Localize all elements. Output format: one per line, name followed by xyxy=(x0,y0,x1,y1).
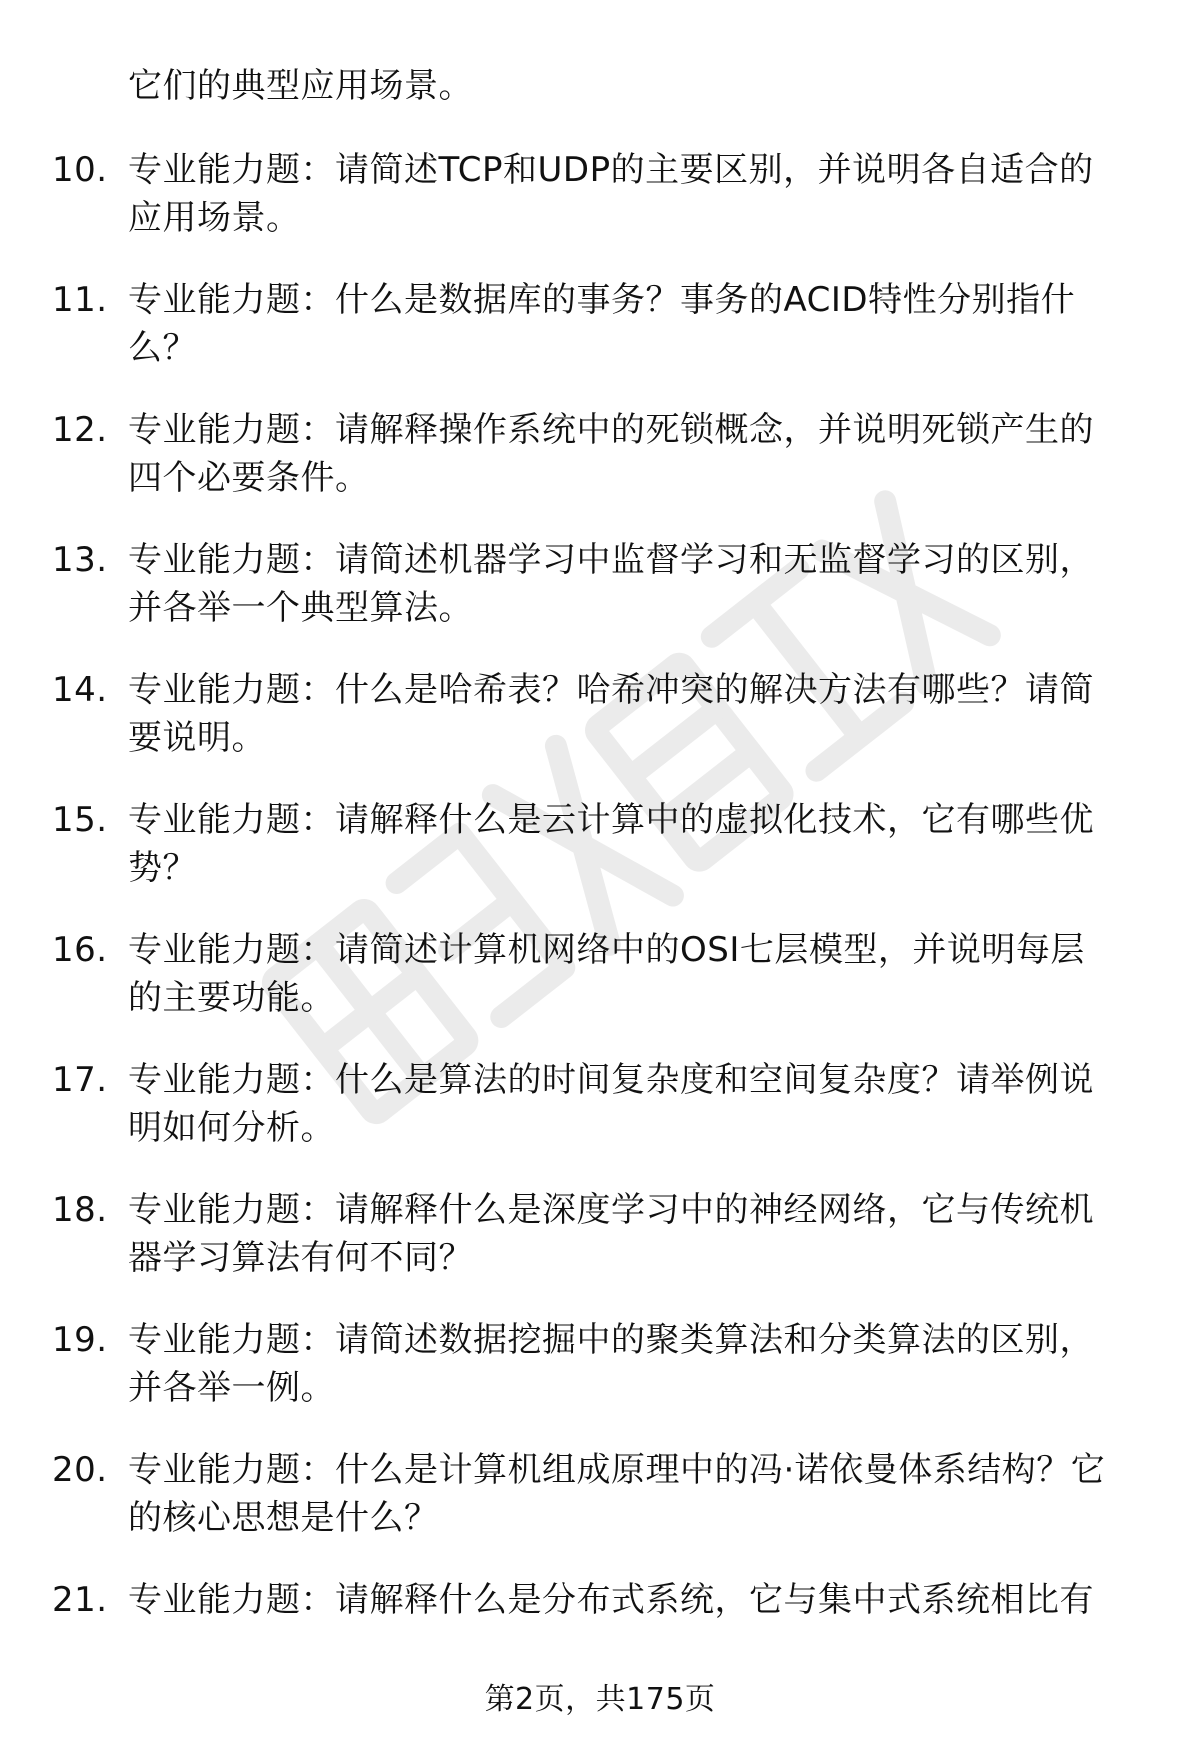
question-text-line: 专业能力题：请简述机器学习中监督学习和无监督学习的区别， xyxy=(128,540,1094,580)
question-number: 13. xyxy=(52,540,108,580)
question-text-line: 并各举一例。 xyxy=(128,1368,335,1408)
question-number: 21. xyxy=(52,1580,108,1620)
question-text-line: 专业能力题：什么是哈希表？哈希冲突的解决方法有哪些？请简 xyxy=(128,670,1094,710)
question-text-line: 四个必要条件。 xyxy=(128,458,370,498)
question-number: 12. xyxy=(52,410,108,450)
question-item xyxy=(0,666,1200,796)
question-text-line: 专业能力题：请解释操作系统中的死锁概念，并说明死锁产生的 xyxy=(128,410,1094,450)
question-item xyxy=(0,276,1200,406)
question-item xyxy=(0,536,1200,666)
question-text xyxy=(128,1316,1148,1412)
question-item xyxy=(0,926,1200,1056)
question-text xyxy=(128,406,1148,502)
question-text xyxy=(128,926,1148,1022)
question-number: 17. xyxy=(52,1060,108,1100)
question-number: 18. xyxy=(52,1190,108,1230)
question-text-line: 的主要功能。 xyxy=(128,978,335,1018)
question-text-line: 并各举一个典型算法。 xyxy=(128,588,473,628)
question-text-line: 明如何分析。 xyxy=(128,1108,335,1148)
question-text xyxy=(128,1186,1148,1282)
question-text xyxy=(128,1056,1148,1152)
question-text-line: 专业能力题：什么是算法的时间复杂度和空间复杂度？请举例说 xyxy=(128,1060,1094,1100)
question-text xyxy=(128,796,1148,892)
question-text-line: 专业能力题：请解释什么是深度学习中的神经网络，它与传统机 xyxy=(128,1190,1094,1230)
question-text xyxy=(128,1446,1148,1542)
question-text-line: 要说明。 xyxy=(128,718,266,758)
question-number: 10. xyxy=(52,150,108,190)
question-item xyxy=(0,1446,1200,1576)
page-footer: 第2页，共175页 xyxy=(484,1682,716,1717)
question-text xyxy=(128,276,1148,372)
question-text-line: 势？ xyxy=(128,848,197,888)
question-number: 15. xyxy=(52,800,108,840)
question-number: 19. xyxy=(52,1320,108,1360)
question-text xyxy=(128,666,1148,762)
question-text-line: 专业能力题：什么是数据库的事务？事务的ACID特性分别指什 xyxy=(128,280,1076,320)
question-text xyxy=(128,146,1148,242)
continuation-line: 它们的典型应用场景。 xyxy=(128,66,473,106)
question-text-line: 器学习算法有何不同？ xyxy=(128,1238,473,1278)
question-text-line: 专业能力题：什么是计算机组成原理中的冯·诺依曼体系结构？它 xyxy=(128,1450,1106,1490)
question-number: 20. xyxy=(52,1450,108,1490)
question-text-line: 应用场景。 xyxy=(128,198,301,238)
question-item xyxy=(0,406,1200,536)
question-text-line: 专业能力题：请解释什么是云计算中的虚拟化技术，它有哪些优 xyxy=(128,800,1094,840)
question-text-line: 专业能力题：请简述TCP和UDP的主要区别，并说明各自适合的 xyxy=(128,150,1094,190)
question-item xyxy=(0,146,1200,276)
question-number: 16. xyxy=(52,930,108,970)
question-list xyxy=(0,146,1200,1706)
question-text-line: 么？ xyxy=(128,328,197,368)
question-item xyxy=(0,796,1200,926)
question-text xyxy=(128,536,1148,632)
question-text-line: 的核心思想是什么？ xyxy=(128,1498,439,1538)
question-text-line: 专业能力题：请简述计算机网络中的OSI七层模型，并说明每层 xyxy=(128,930,1085,970)
question-number: 14. xyxy=(52,670,108,710)
question-text-line: 专业能力题：请简述数据挖掘中的聚类算法和分类算法的区别， xyxy=(128,1320,1094,1360)
question-item xyxy=(0,1316,1200,1446)
question-item xyxy=(0,1186,1200,1316)
question-text-line: 专业能力题：请解释什么是分布式系统，它与集中式系统相比有 xyxy=(128,1580,1094,1620)
question-item xyxy=(0,1056,1200,1186)
question-text xyxy=(128,1576,1148,1624)
question-number: 11. xyxy=(52,280,108,320)
